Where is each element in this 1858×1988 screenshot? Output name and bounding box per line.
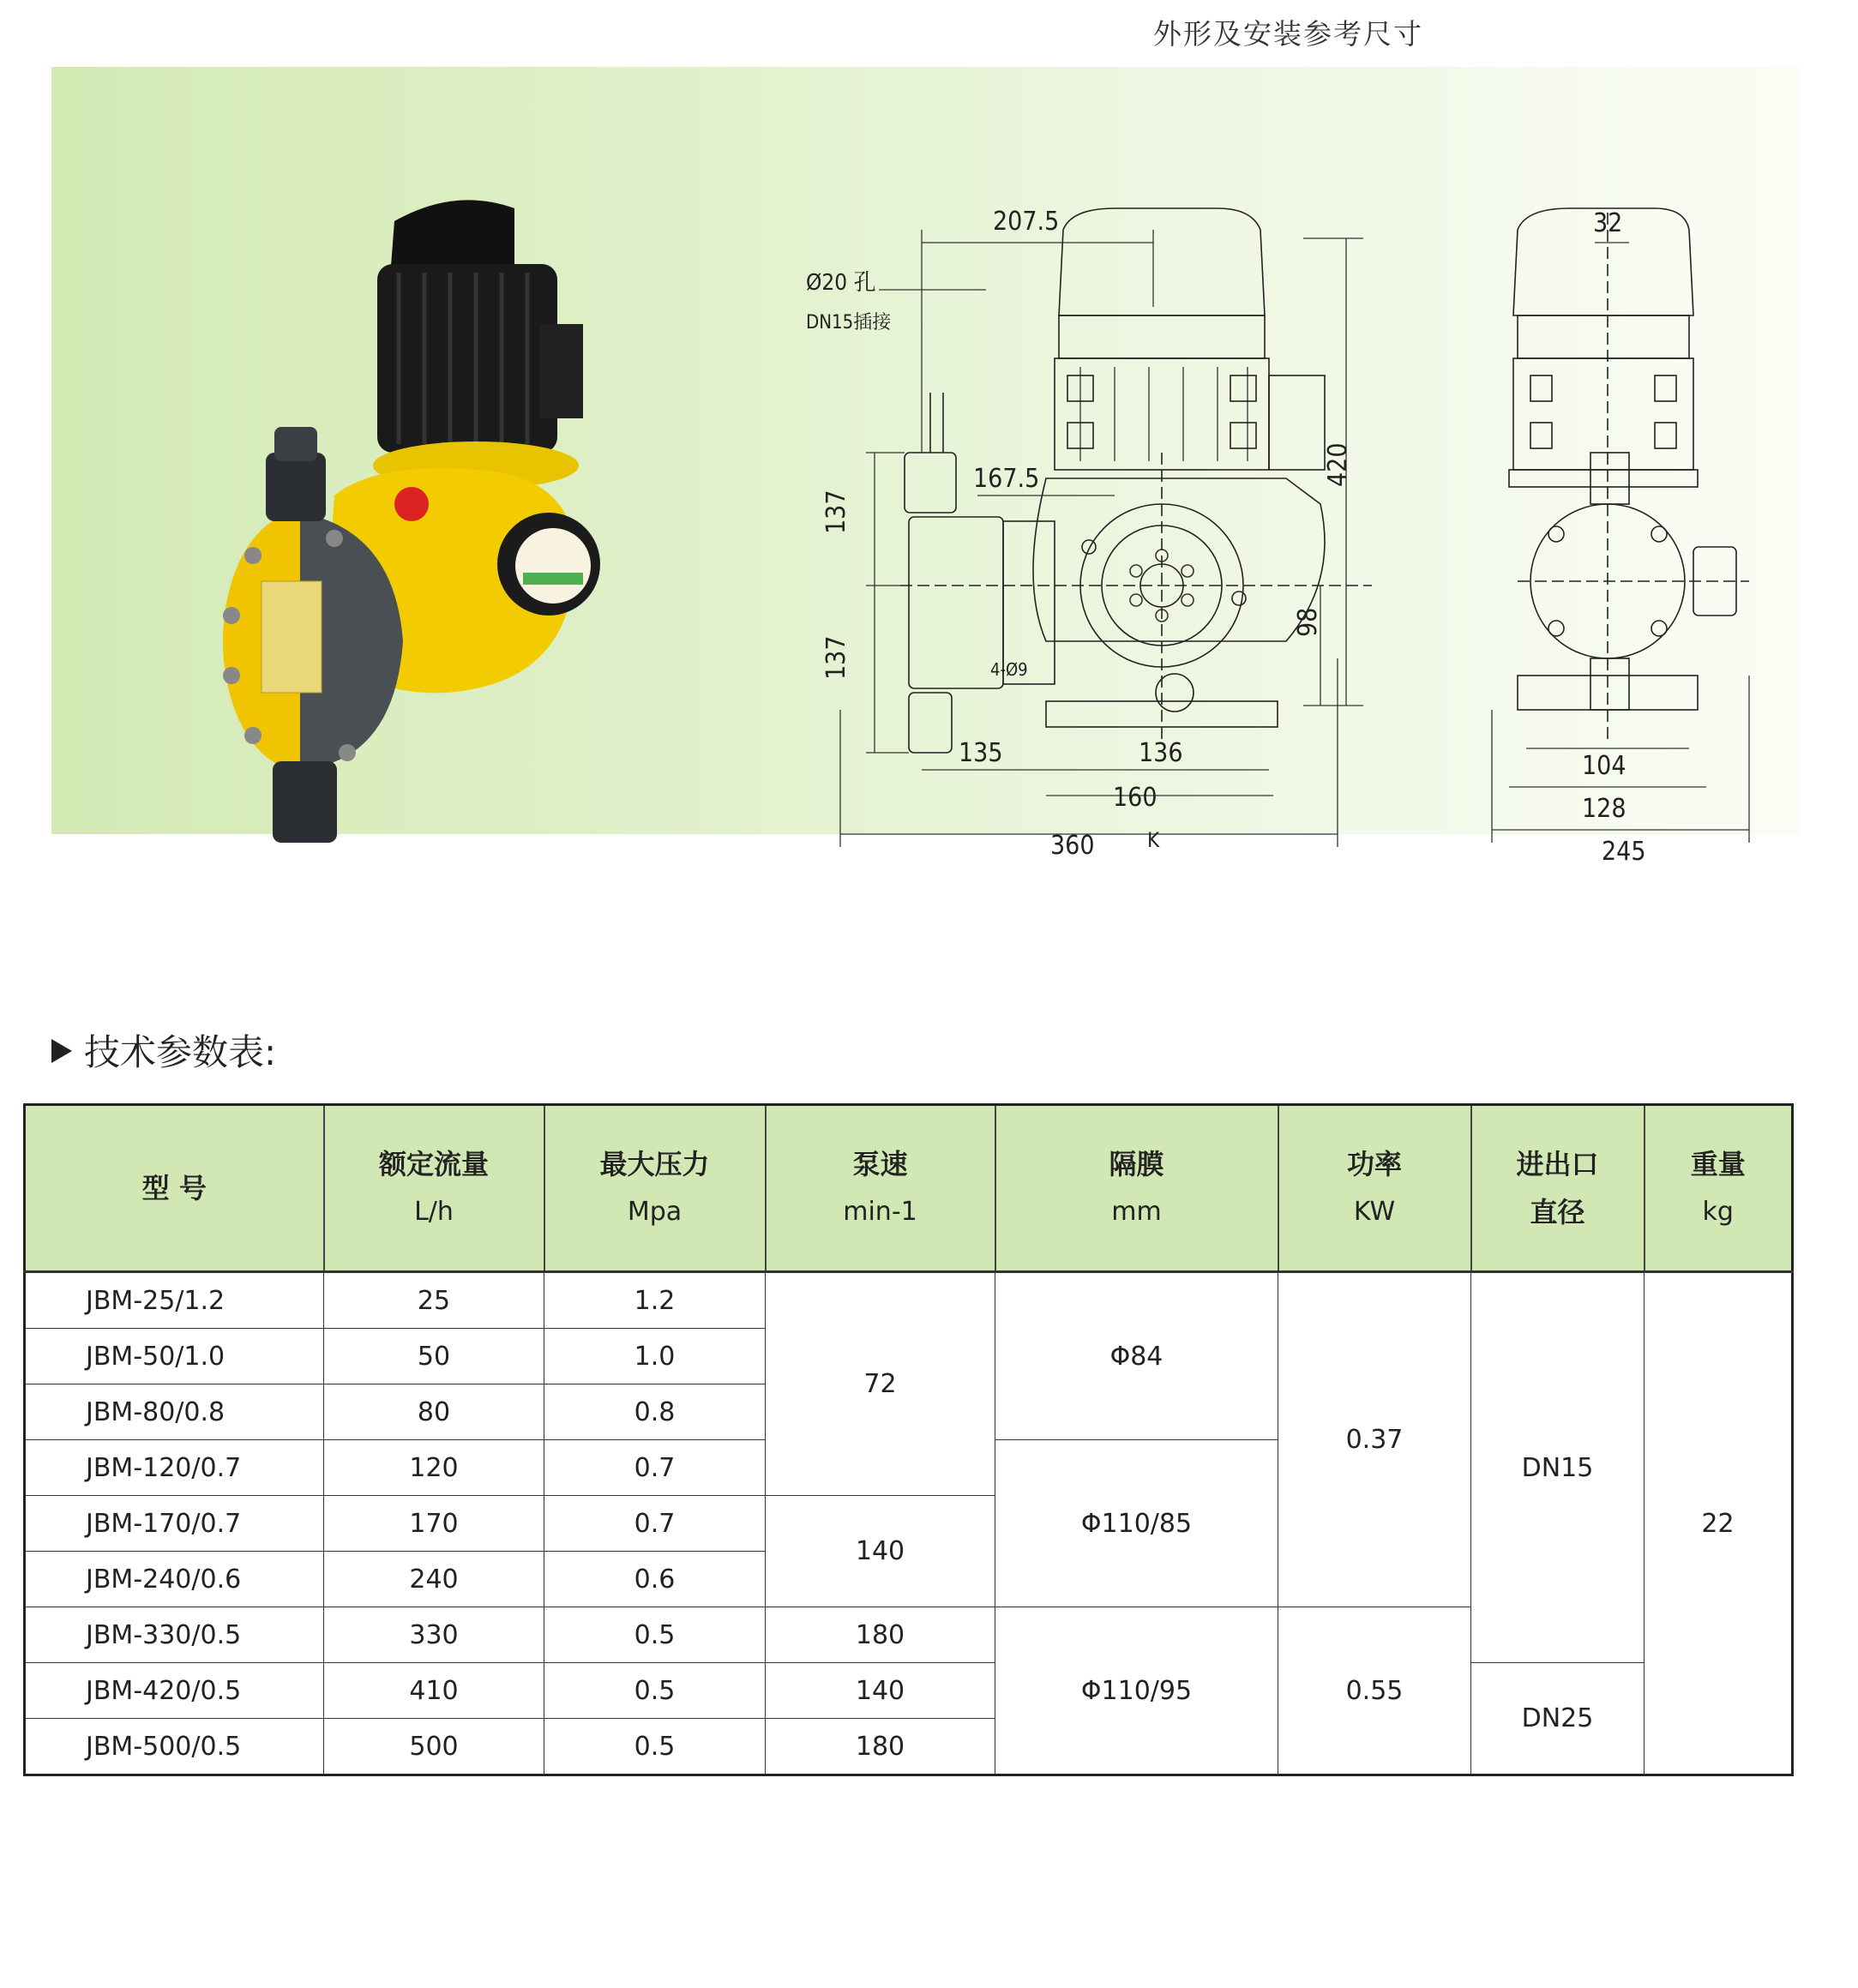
dim-104: 104 [1582,751,1627,781]
dim-128: 128 [1582,794,1627,824]
section-heading-text: 技术参数表: [84,1031,277,1073]
pressure-cell: 0.6 [544,1552,766,1607]
dim-136: 136 [1139,738,1183,768]
section-heading [51,1024,276,1076]
product-banner [51,67,1801,867]
flow-cell: 25 [324,1272,544,1329]
header-power: 功率 KW [1278,1105,1471,1272]
port-cell: DN25 [1471,1663,1645,1775]
port-cell: DN15 [1471,1272,1645,1663]
diaphragm-cell: Φ110/95 [995,1607,1278,1775]
dim-167-5: 167.5 [973,464,1040,494]
spec-table [23,1103,1794,1776]
dim-98: 98 [1293,607,1323,637]
page-title: 外形及安装参考尺寸 [1153,17,1423,51]
power-cell: 0.37 [1278,1272,1471,1607]
pressure-cell: 0.5 [544,1607,766,1663]
flow-cell: 500 [324,1719,544,1775]
dim-137-top: 137 [821,489,851,534]
speed-cell: 72 [766,1272,995,1496]
dim-160: 160 [1113,783,1157,813]
model-cell: JBM-80/0.8 [25,1384,324,1440]
pressure-cell: 0.8 [544,1384,766,1440]
dim-32: 32 [1593,208,1623,238]
dim-hole: Ø20 孔 [806,270,876,296]
pressure-cell: 0.5 [544,1663,766,1719]
flow-cell: 170 [324,1496,544,1552]
table-row [25,1663,1793,1719]
triangle-bullet-icon [51,1039,72,1063]
model-cell: JBM-240/0.6 [25,1552,324,1607]
header-weight: 重量 kg [1645,1105,1793,1272]
weight-cell: 22 [1645,1272,1793,1775]
flow-cell: 80 [324,1384,544,1440]
model-cell: JBM-170/0.7 [25,1496,324,1552]
speed-cell: 180 [766,1719,995,1775]
header-port: 进出口 直径 [1471,1105,1645,1272]
table-row [25,1272,1793,1329]
dim-dn15: DN15插接 [806,312,892,333]
header-speed: 泵速 min-1 [766,1105,995,1272]
speed-cell: 180 [766,1607,995,1663]
power-cell: 0.55 [1278,1607,1471,1775]
speed-cell: 140 [766,1663,995,1719]
dimension-drawing [772,195,1801,881]
header-pressure: 最大压力 Mpa [544,1105,766,1272]
pressure-cell: 0.7 [544,1440,766,1496]
flow-cell: 240 [324,1552,544,1607]
flow-cell: 410 [324,1663,544,1719]
dim-245: 245 [1602,837,1646,867]
dim-360: 360 [1050,831,1095,861]
pressure-cell: 0.5 [544,1719,766,1775]
pressure-cell: 0.7 [544,1496,766,1552]
dim-135: 135 [959,738,1003,768]
dim-bolt: 4-Ø9 [990,659,1028,680]
pressure-cell: 1.2 [544,1272,766,1329]
diaphragm-cell: Φ110/85 [995,1440,1278,1607]
dim-k: K [1147,828,1160,852]
pump-photo [171,170,703,881]
model-cell: JBM-500/0.5 [25,1719,324,1775]
header-model: 型 号 [25,1105,324,1272]
flow-cell: 120 [324,1440,544,1496]
model-cell: JBM-120/0.7 [25,1440,324,1496]
flow-cell: 50 [324,1329,544,1384]
model-cell: JBM-25/1.2 [25,1272,324,1329]
table-header-row [25,1105,1793,1272]
header-diaphragm: 隔膜 mm [995,1105,1278,1272]
speed-cell: 140 [766,1496,995,1607]
diaphragm-cell: Φ84 [995,1272,1278,1440]
dim-207-5: 207.5 [993,207,1060,237]
header-flow: 额定流量 L/h [324,1105,544,1272]
model-cell: JBM-420/0.5 [25,1663,324,1719]
model-cell: JBM-330/0.5 [25,1607,324,1663]
flow-cell: 330 [324,1607,544,1663]
dim-137-bottom: 137 [821,635,851,680]
dim-420: 420 [1323,442,1353,487]
model-cell: JBM-50/1.0 [25,1329,324,1384]
pressure-cell: 1.0 [544,1329,766,1384]
